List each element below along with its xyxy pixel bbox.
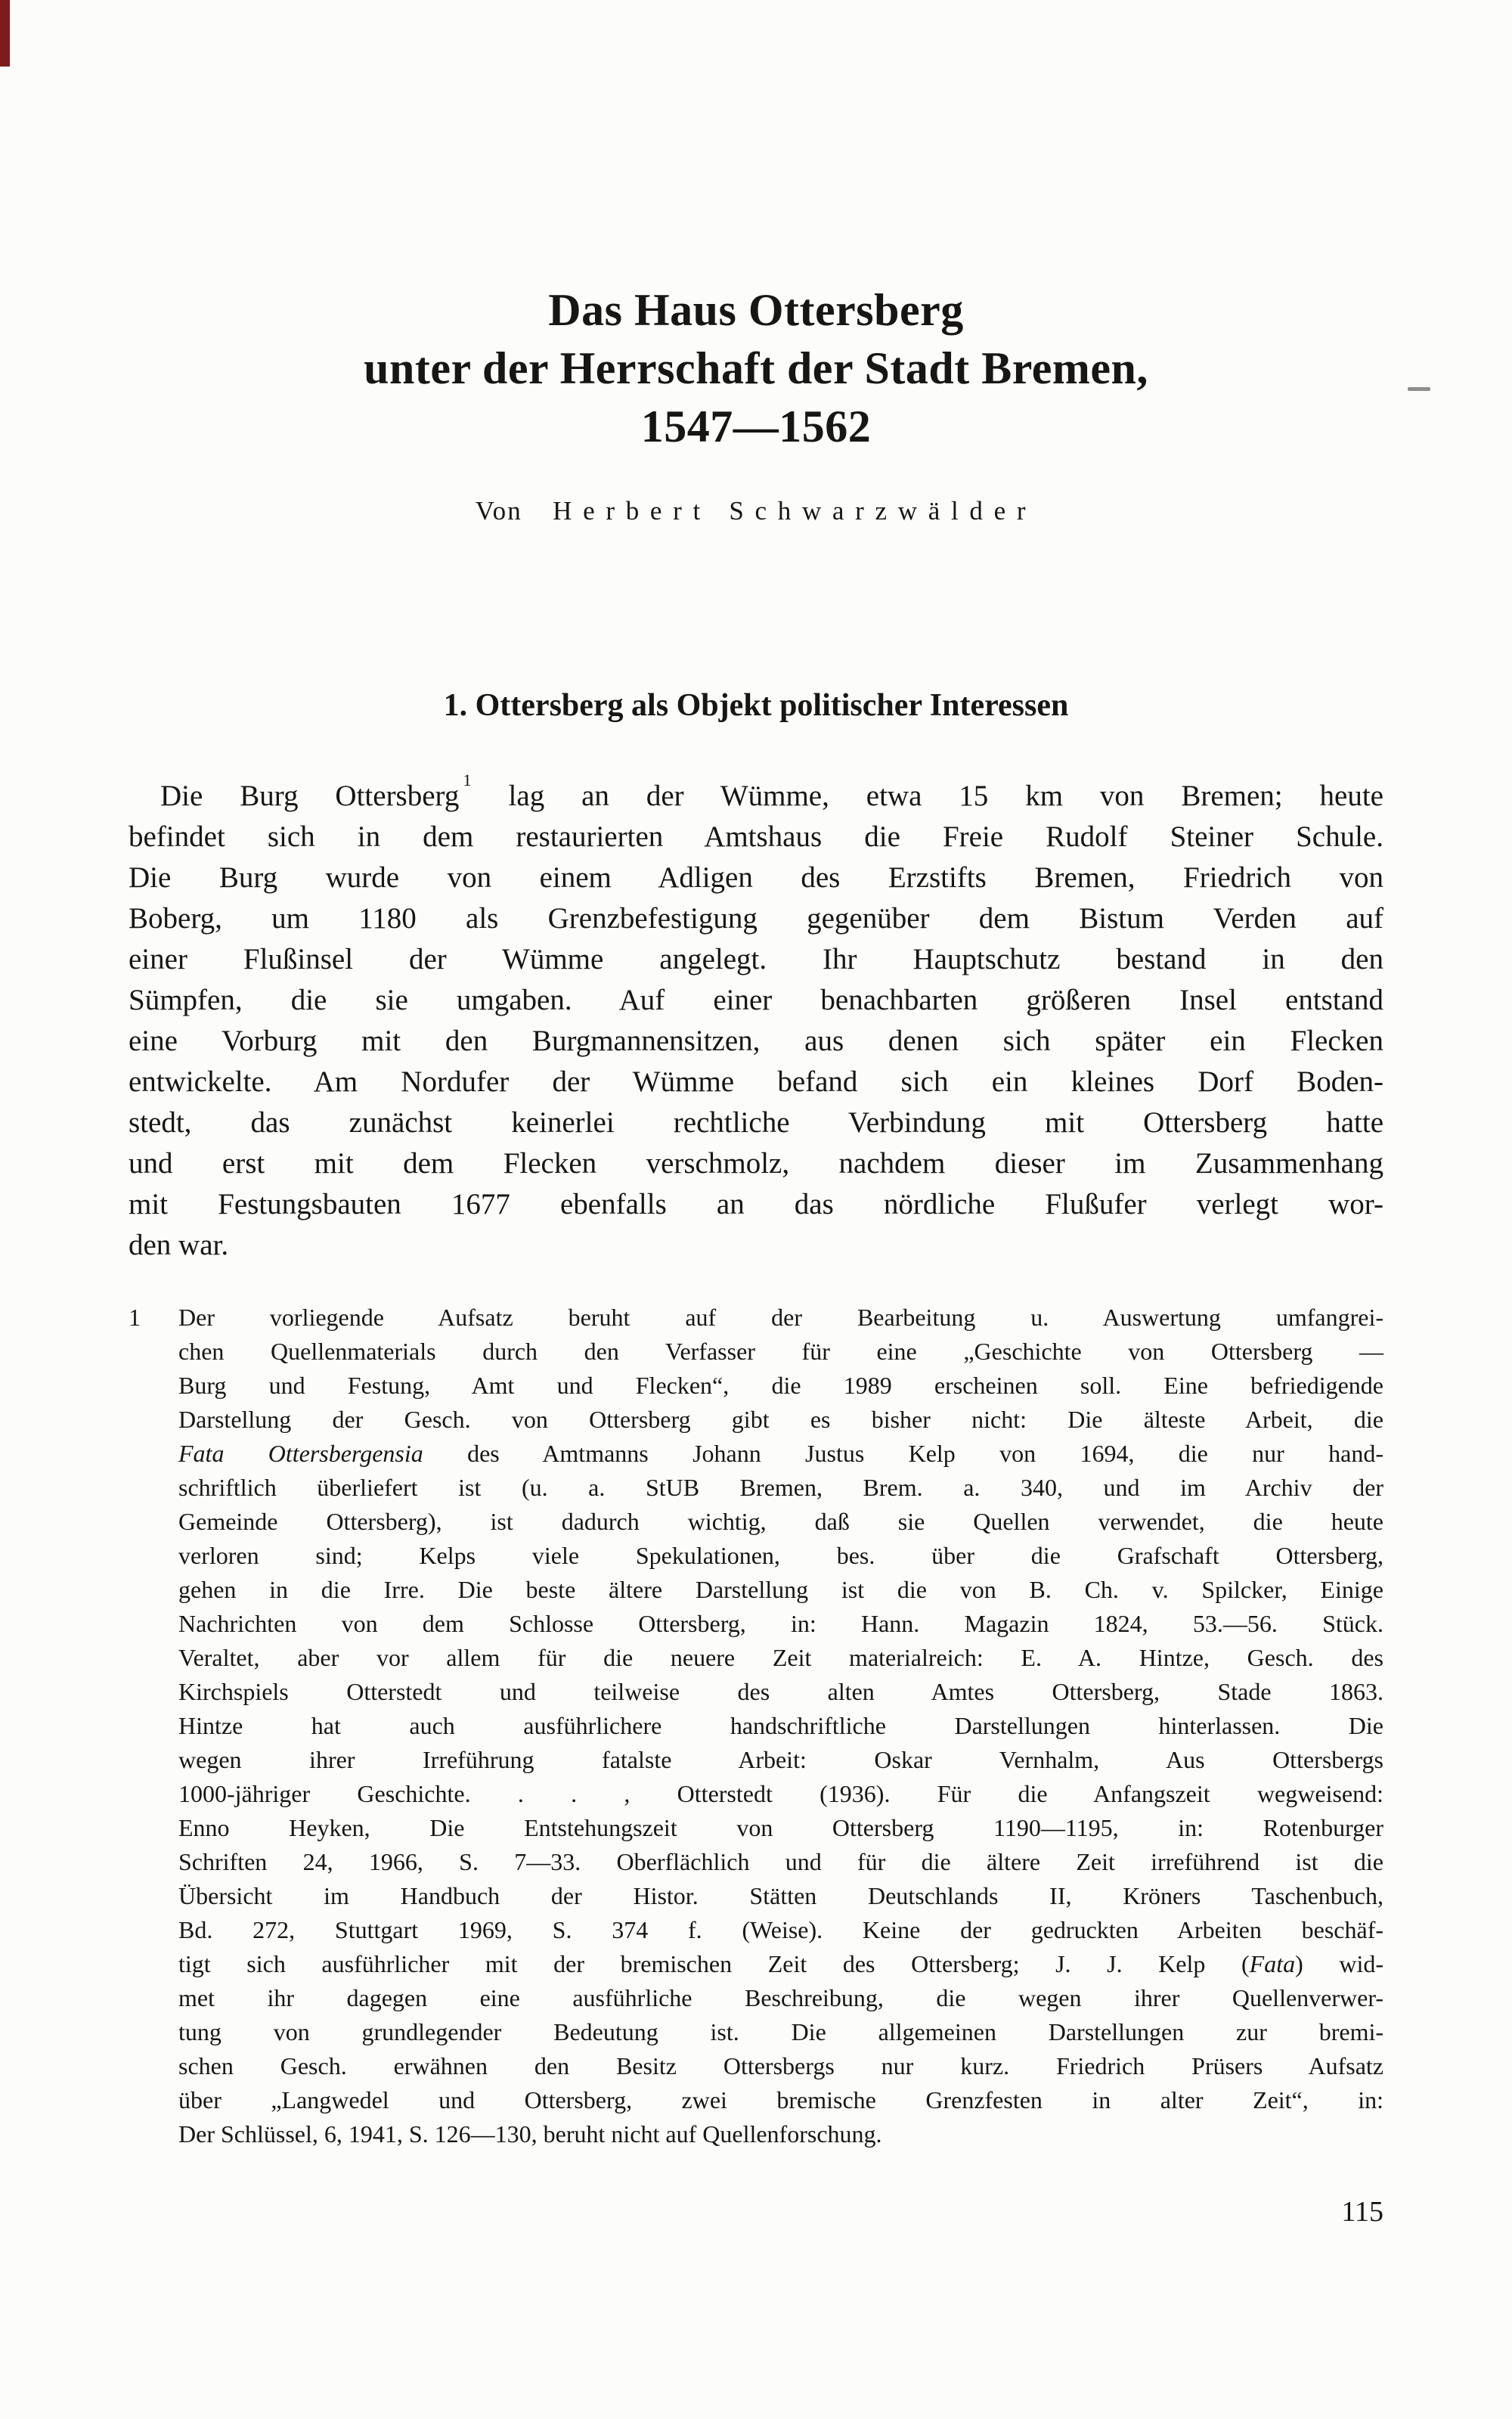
author-prefix: Von	[475, 496, 522, 526]
page-number: 115	[1341, 2196, 1383, 2228]
footnote-line: chen Quellenmaterials durch den Verfasser für eine „Geschichte von Ottersberg —	[178, 1338, 1383, 1365]
footnote-line: verloren sind; Kelps viele Spekulationen, bes. über die Grafschaft Ottersberg,	[178, 1542, 1383, 1569]
author-line	[129, 494, 1383, 529]
title-line-1: Das Haus Ottersberg	[548, 285, 964, 335]
footnote-line-segment-italic: Fata Ottersbergensia	[178, 1440, 423, 1467]
body-line: befindet sich in dem restaurierten Amtshaus die Freie Rudolf Steiner Schule.	[129, 820, 1383, 853]
body-line: eine Vorburg mit den Burgmannensitzen, aus denen sich später ein Flecken	[129, 1025, 1383, 1057]
footnote-line	[178, 1437, 1383, 1471]
footnote-line: Der vorliegende Aufsatz beruht auf der Bearbeitung u. Auswertung umfangrei-	[178, 1304, 1383, 1331]
body-line	[129, 769, 1383, 817]
footnote-line: schriftlich überliefert ist (u. a. StUB Bremen, Brem. a. 340, und im Archiv der	[178, 1474, 1383, 1501]
footnote-line: Burg und Festung, Amt und Flecken“, die 1989 erscheinen soll. Eine befriedigende	[178, 1372, 1383, 1399]
footnote-line: über „Langwedel und Ottersberg, zwei bremische Grenzfesten in alter Zeit“, in:	[178, 2086, 1383, 2114]
section-heading: 1. Ottersberg als Objekt politischer Interessen	[443, 688, 1069, 723]
article-title	[129, 281, 1383, 456]
footnote-line-segment: ) wid-	[1295, 1950, 1384, 1977]
footnote-line: Hintze hat auch ausführlichere handschriftliche Darstellungen hinterlassen. Die	[178, 1712, 1383, 1739]
footnote-line: Kirchspiels Otterstedt und teilweise des alten Amtes Ottersberg, Stade 1863.	[178, 1678, 1383, 1705]
body-line: Die Burg wurde von einem Adligen des Erzstifts Bremen, Friedrich von	[129, 861, 1383, 894]
author-name: Herbert Schwarzwälder	[553, 496, 1037, 526]
body-line: entwickelte. Am Nordufer der Wümme befand sich ein kleines Dorf Boden-	[129, 1065, 1383, 1098]
scan-speck-dash	[1408, 387, 1430, 391]
footnote-line: Darstellung der Gesch. von Ottersberg gibt es bisher nicht: Die älteste Arbeit, die	[178, 1406, 1383, 1433]
body-line: Sümpfen, die sie umgaben. Auf einer benachbarten größeren Insel entstand	[129, 984, 1383, 1016]
footnote-line: Schriften 24, 1966, S. 7—33. Oberflächlich und für die ältere Zeit irreführend ist die	[178, 1848, 1383, 1875]
footnote-line-segment: tigt sich ausführlicher mit der bremischen Zeit des Ottersberg; J. J. Kelp (	[178, 1950, 1250, 1977]
title-line-2: unter der Herrschaft der Stadt Bremen,	[364, 343, 1148, 393]
body-line: stedt, das zunächst keinerlei rechtliche Verbindung mit Ottersberg hatte	[129, 1106, 1383, 1139]
footnote-line-segment: des Amtmanns Johann Justus Kelp von 1694, die nur hand-	[423, 1440, 1384, 1467]
body-text-segment: Die Burg Ottersberg	[160, 780, 460, 812]
footnote-line: tung von grundlegender Bedeutung ist. Die allgemeinen Darstellungen zur bremi-	[178, 2018, 1383, 2045]
footnote-marker: 1	[129, 1304, 141, 1331]
body-line: und erst mit dem Flecken verschmolz, nachdem dieser im Zusammenhang	[129, 1147, 1383, 1180]
footnote-line: wegen ihrer Irreführung fatalste Arbeit: Oskar Vernhalm, Aus Ottersbergs	[178, 1746, 1383, 1773]
footnote-line: Übersicht im Handbuch der Histor. Stätten Deutschlands II, Kröners Taschenbuch,	[178, 1882, 1383, 1909]
footnote-line: met ihr dagegen eine ausführliche Beschreibung, die wegen ihrer Quellenverwer-	[178, 1984, 1383, 2011]
title-line-3: 1547—1562	[640, 402, 872, 451]
footnote-ref: 1	[463, 770, 472, 789]
footnote-text	[178, 1301, 1383, 2151]
footnote-line: Der Schlüssel, 6, 1941, S. 126—130, beruht nicht auf Quellenforschung.	[178, 2120, 882, 2148]
footnote-line: Gemeinde Ottersberg), ist dadurch wichtig, daß sie Quellen verwendet, die heute	[178, 1508, 1383, 1535]
footnote-line: Nachrichten von dem Schlosse Ottersberg, in: Hann. Magazin 1824, 53.—56. Stück.	[178, 1610, 1383, 1637]
body-paragraph	[129, 769, 1383, 1266]
footnote-line: schen Gesch. erwähnen den Besitz Ottersbergs nur kurz. Friedrich Prüsers Aufsatz	[178, 2052, 1383, 2079]
footnote-line: Bd. 272, Stuttgart 1969, S. 374 f. (Weise). Keine der gedruckten Arbeiten beschäf-	[178, 1916, 1383, 1943]
body-text-segment: lag an der Wümme, etwa 15 km von Bremen; heute	[471, 780, 1383, 812]
scan-artifact-red	[0, 0, 10, 67]
body-line: Boberg, um 1180 als Grenzbefestigung gegenüber dem Bistum Verden auf	[129, 902, 1383, 935]
footnote-line: gehen in die Irre. Die beste ältere Darstellung ist die von B. Ch. v. Spilcker, Einige	[178, 1576, 1383, 1603]
body-line: den war.	[129, 1229, 229, 1261]
body-line: einer Flußinsel der Wümme angelegt. Ihr Hauptschutz bestand in den	[129, 943, 1383, 975]
footnote	[129, 1301, 1383, 2151]
footnote-line	[178, 1947, 1383, 1981]
footnote-line-segment-italic: Fata	[1249, 1950, 1296, 1977]
footnote-line: Veraltet, aber vor allem für die neuere Zeit materialreich: E. A. Hintze, Gesch. des	[178, 1644, 1383, 1671]
body-line: mit Festungsbauten 1677 ebenfalls an das nördliche Flußufer verlegt wor-	[129, 1188, 1383, 1220]
footnote-line: Enno Heyken, Die Entstehungszeit von Ottersberg 1190—1195, in: Rotenburger	[178, 1814, 1383, 1841]
footnote-line: 1000-jähriger Geschichte. . . , Otterstedt (1936). Für die Anfangszeit wegweisend:	[178, 1780, 1383, 1807]
